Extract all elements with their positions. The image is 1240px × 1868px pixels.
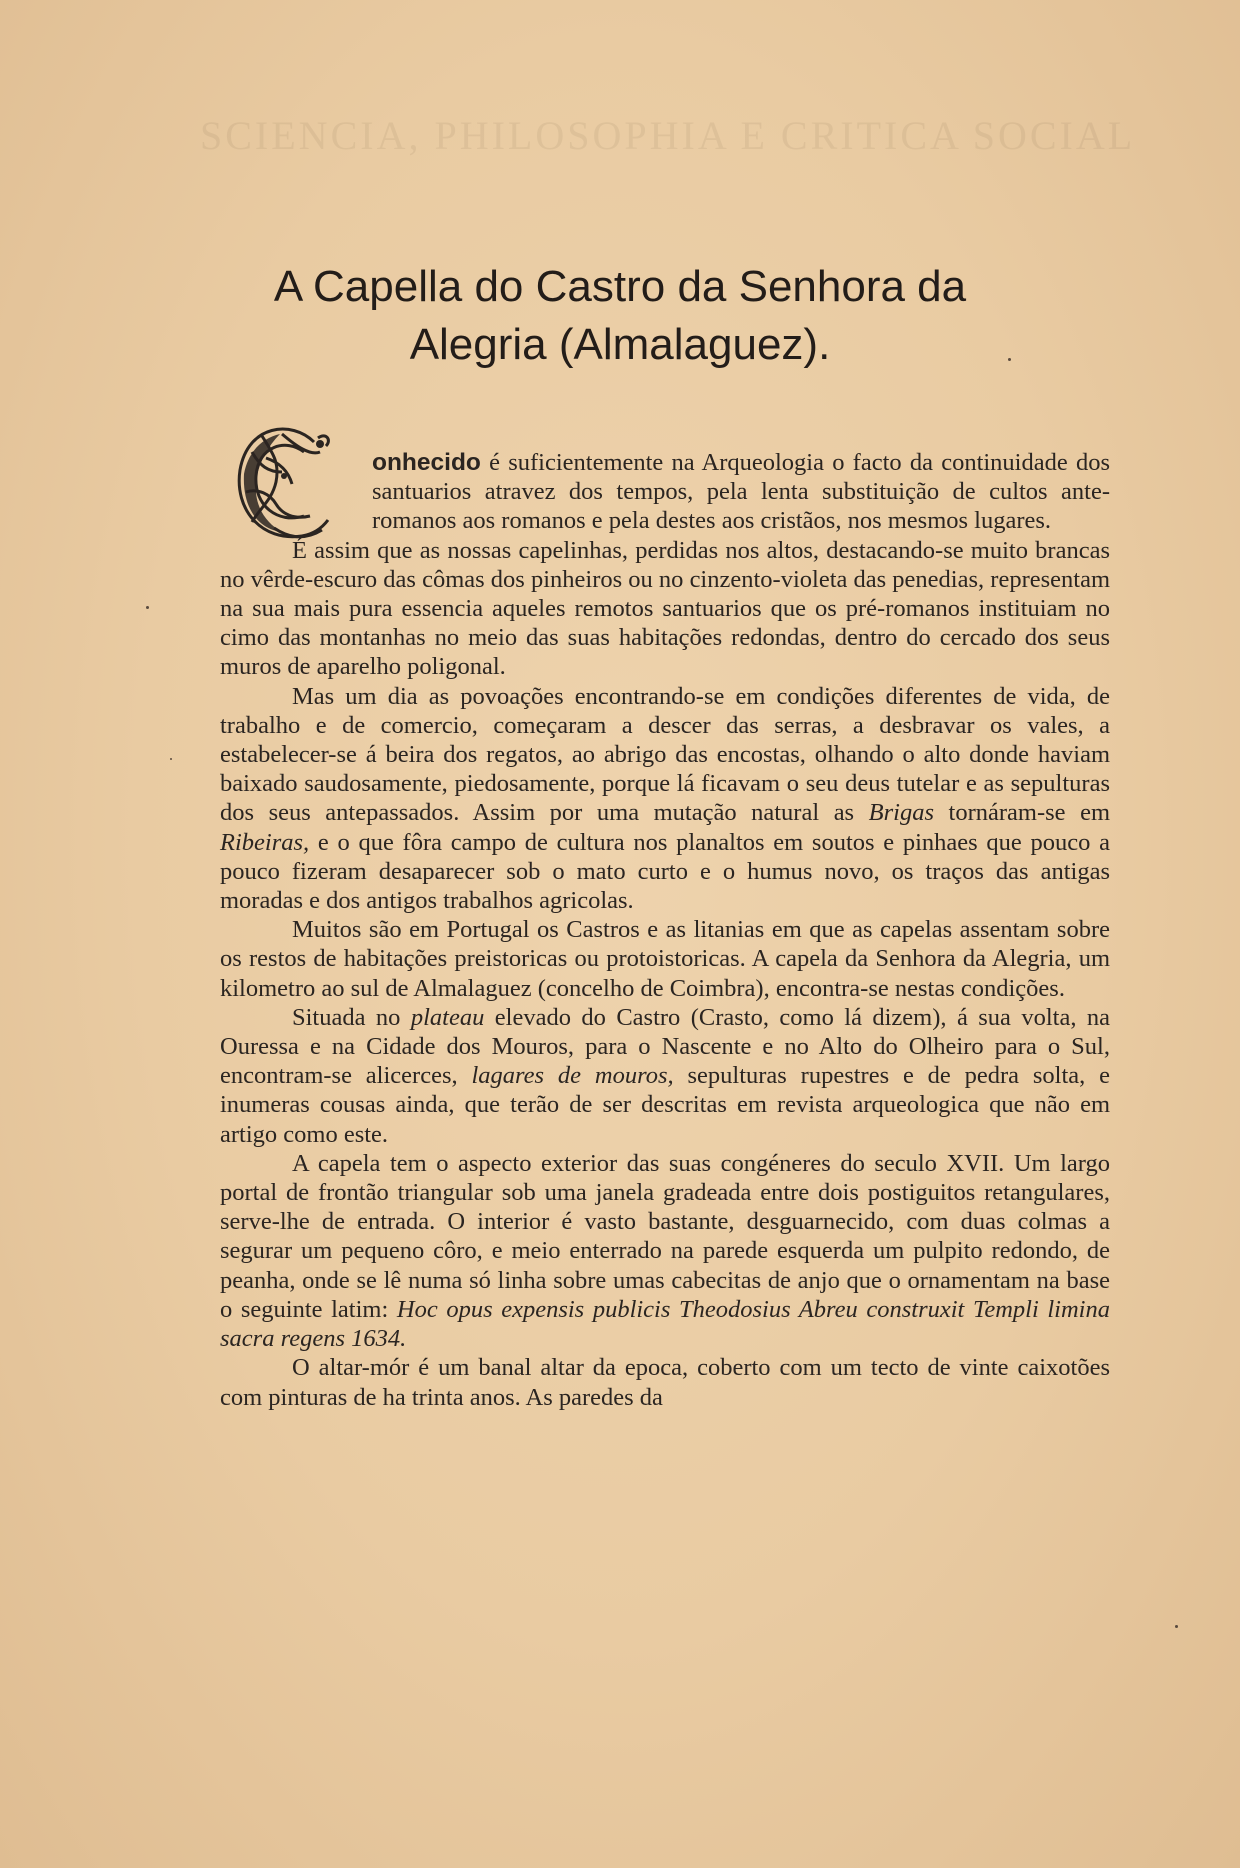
paragraph-lead-word: onhecido xyxy=(372,449,481,476)
title-line-2: Alegria (Almalaguez). xyxy=(409,320,831,369)
article-title xyxy=(0,258,1240,374)
paragraph-3 xyxy=(220,682,1110,916)
paragraph-2: É assim que as nossas capelinhas, perdidas nos altos, destacando-se muito brancas no vêrde-escuro das cômas dos pinheiros ou no cinzento-violeta das penedias, representam na sua mais pura essencia aqueles remotos santuarios que os pré-romanos instituiam no cimo das montanhas no meio das suas habitações redondas, dentro do cercado dos seus muros de aparelho poligonal. xyxy=(220,536,1110,681)
paragraph-5-text-a: Situada no xyxy=(292,1003,401,1031)
paragraph-1 xyxy=(220,448,1110,536)
paragraph-6-text-a: A capela tem o aspecto exterior das suas congéneres do seculo XVII. Um largo portal de frontão triangular sob uma janela gradeada entre dois postiguitos retangulares, serve-lhe de entrada. O interior é vasto bastante, desguarnecido, com duas colmas a segurar um pequeno côro, e meio enterrado na parede esquerda um pulpito redondo, de peanha, onde se lê numa só linha sobre umas cabecitas de anjo que o ornamentam na base o seguinte latim: xyxy=(220,1149,1110,1323)
dropcap-letter: C xyxy=(274,500,281,511)
paragraph-4: Muitos são em Portugal os Castros e as litanias em que as capelas assentam sobre os restos de habitações preistoricas ou protoistoricas. A capela da Senhora da Alegria, um kilometro ao sul de Almalaguez (concelho de Coimbra), encontra-se nestas condições. xyxy=(220,916,1110,1002)
paper-speck xyxy=(1175,1625,1178,1628)
title-line-1: A Capella do Castro da Senhora da xyxy=(273,262,967,311)
paragraph-3-text-c: e o que fôra campo de cultura nos planaltos em soutos e pinhaes que pouco a pouco fizeram desaparecer sob o mato curto e o humus novo, os traços das antigas moradas e dos antigos trabalhos agricolas. xyxy=(220,828,1111,915)
italic-latin-inscription: Hoc opus expensis publicis Theodosius Abreu construxit Templi limina sacra regens 1634. xyxy=(220,1295,1110,1353)
paragraph-5-text-c: sepulturas rupestres e de pedra solta, e inumeras cousas ainda, que terão de ser descritas em revista arqueologica que não em artigo como este. xyxy=(220,1062,1111,1148)
italic-plateau: plateau xyxy=(410,1003,485,1031)
italic-brigas: Brigas xyxy=(868,799,934,827)
article-body xyxy=(220,448,1110,1412)
bleed-through-text: SCIENCIA, PHILOSOPHIA E CRITICA SOCIAL xyxy=(200,113,1136,158)
paragraph-6 xyxy=(220,1149,1110,1353)
paper-speck xyxy=(170,758,172,760)
paper-speck xyxy=(1008,358,1011,361)
paragraph-7: O altar-mór é um banal altar da epoca, coberto com um tecto de vinte caixotões com pinturas de ha trinta anos. As paredes da xyxy=(220,1354,1110,1411)
paragraph-3-text-a: Mas um dia as povoações encontrando-se em condições diferentes de vida, de trabalho e de comercio, começaram a descer das serras, a desbravar os vales, a estabelecer-se á beira dos regatos, ao abrigo das encostas, olhando o alto donde haviam baixado saudosamente, piedosamente, porque lá ficavam o seu deus tutelar e as sepulturas dos seus antepassados. Assim por uma mutação natural as xyxy=(220,682,1110,827)
paragraph-5-text-b: elevado do Castro (Crasto, como lá dizem), á sua volta, na Ouressa e na Cidade dos Mouros, para o Nascente e no Alto do Olheiro para o Sul, encontram-se alicerces, xyxy=(220,1003,1110,1090)
paragraph-5 xyxy=(220,1003,1110,1149)
italic-lagares: lagares de mouros, xyxy=(471,1062,674,1090)
paper-speck xyxy=(146,606,149,609)
paragraph-1-text: é suficientemente na Arqueologia o facto da continuidade dos santuarios atravez dos tempos, pela lenta substituição de cultos ante-romanos aos romanos e pela destes aos cristãos, nos mesmos lugares. xyxy=(372,449,1110,535)
italic-ribeiras: Ribeiras, xyxy=(220,828,310,856)
paragraph-3-text-b: tornáram-se em xyxy=(948,799,1111,827)
